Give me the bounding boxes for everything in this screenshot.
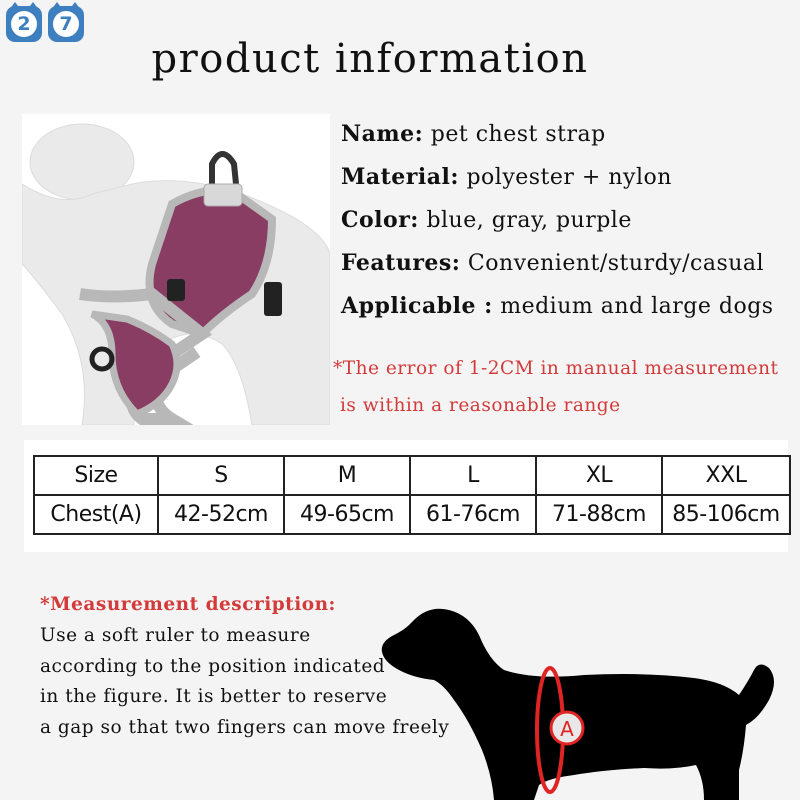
chest-cell: 61-76cm bbox=[410, 495, 536, 534]
measurement-line: in the figure. It is better to reserve bbox=[40, 686, 388, 707]
page-title: product information bbox=[151, 36, 589, 82]
chest-row bbox=[34, 495, 790, 534]
info-label: Name: bbox=[341, 121, 424, 147]
badge-7-digit: 7 bbox=[53, 11, 79, 37]
chest-cell: Chest(A) bbox=[34, 495, 158, 534]
size-header-cell: S bbox=[158, 456, 284, 495]
info-features bbox=[341, 247, 774, 290]
harness-photo bbox=[22, 114, 330, 425]
info-name bbox=[341, 118, 774, 161]
info-value: polyester + nylon bbox=[466, 165, 672, 190]
measure-marker-label: A bbox=[560, 717, 574, 741]
info-applicable bbox=[341, 290, 774, 333]
size-header-cell: M bbox=[284, 456, 410, 495]
note-line-2: is within a reasonable range bbox=[340, 395, 621, 416]
info-value: Convenient/sturdy/casual bbox=[467, 251, 765, 276]
product-info-list bbox=[341, 118, 774, 333]
chest-cell: 71-88cm bbox=[536, 495, 662, 534]
dog-silhouette-icon bbox=[374, 600, 800, 800]
info-value: medium and large dogs bbox=[500, 294, 774, 319]
info-label: Features: bbox=[341, 250, 461, 276]
note-line-1: *The error of 1-2CM in manual measurement bbox=[333, 358, 779, 379]
size-header-cell: XL bbox=[536, 456, 662, 495]
size-header-cell: Size bbox=[34, 456, 158, 495]
info-label: Applicable : bbox=[341, 293, 493, 319]
measurement-error-note bbox=[333, 350, 778, 424]
harness-on-mannequin-image bbox=[22, 114, 330, 425]
measurement-line: Use a soft ruler to measure bbox=[40, 625, 311, 646]
size-header-cell: L bbox=[410, 456, 536, 495]
measurement-heading: *Measurement description: bbox=[40, 594, 336, 615]
info-material bbox=[341, 161, 774, 204]
size-header-cell: XXL bbox=[662, 456, 790, 495]
size-header-row bbox=[34, 456, 790, 495]
badge-2-digit: 2 bbox=[11, 11, 37, 37]
info-color bbox=[341, 204, 774, 247]
size-table bbox=[33, 455, 791, 535]
chest-cell: 42-52cm bbox=[158, 495, 284, 534]
measurement-line: according to the position indicated bbox=[40, 655, 386, 677]
info-label: Color: bbox=[341, 207, 419, 233]
measurement-line: a gap so that two fingers can move freely bbox=[40, 716, 450, 738]
chest-cell: 85-106cm bbox=[662, 495, 790, 534]
info-value: pet chest strap bbox=[430, 122, 606, 147]
chest-cell: 49-65cm bbox=[284, 495, 410, 534]
info-value: blue, gray, purple bbox=[426, 208, 632, 233]
info-label: Material: bbox=[341, 164, 459, 190]
